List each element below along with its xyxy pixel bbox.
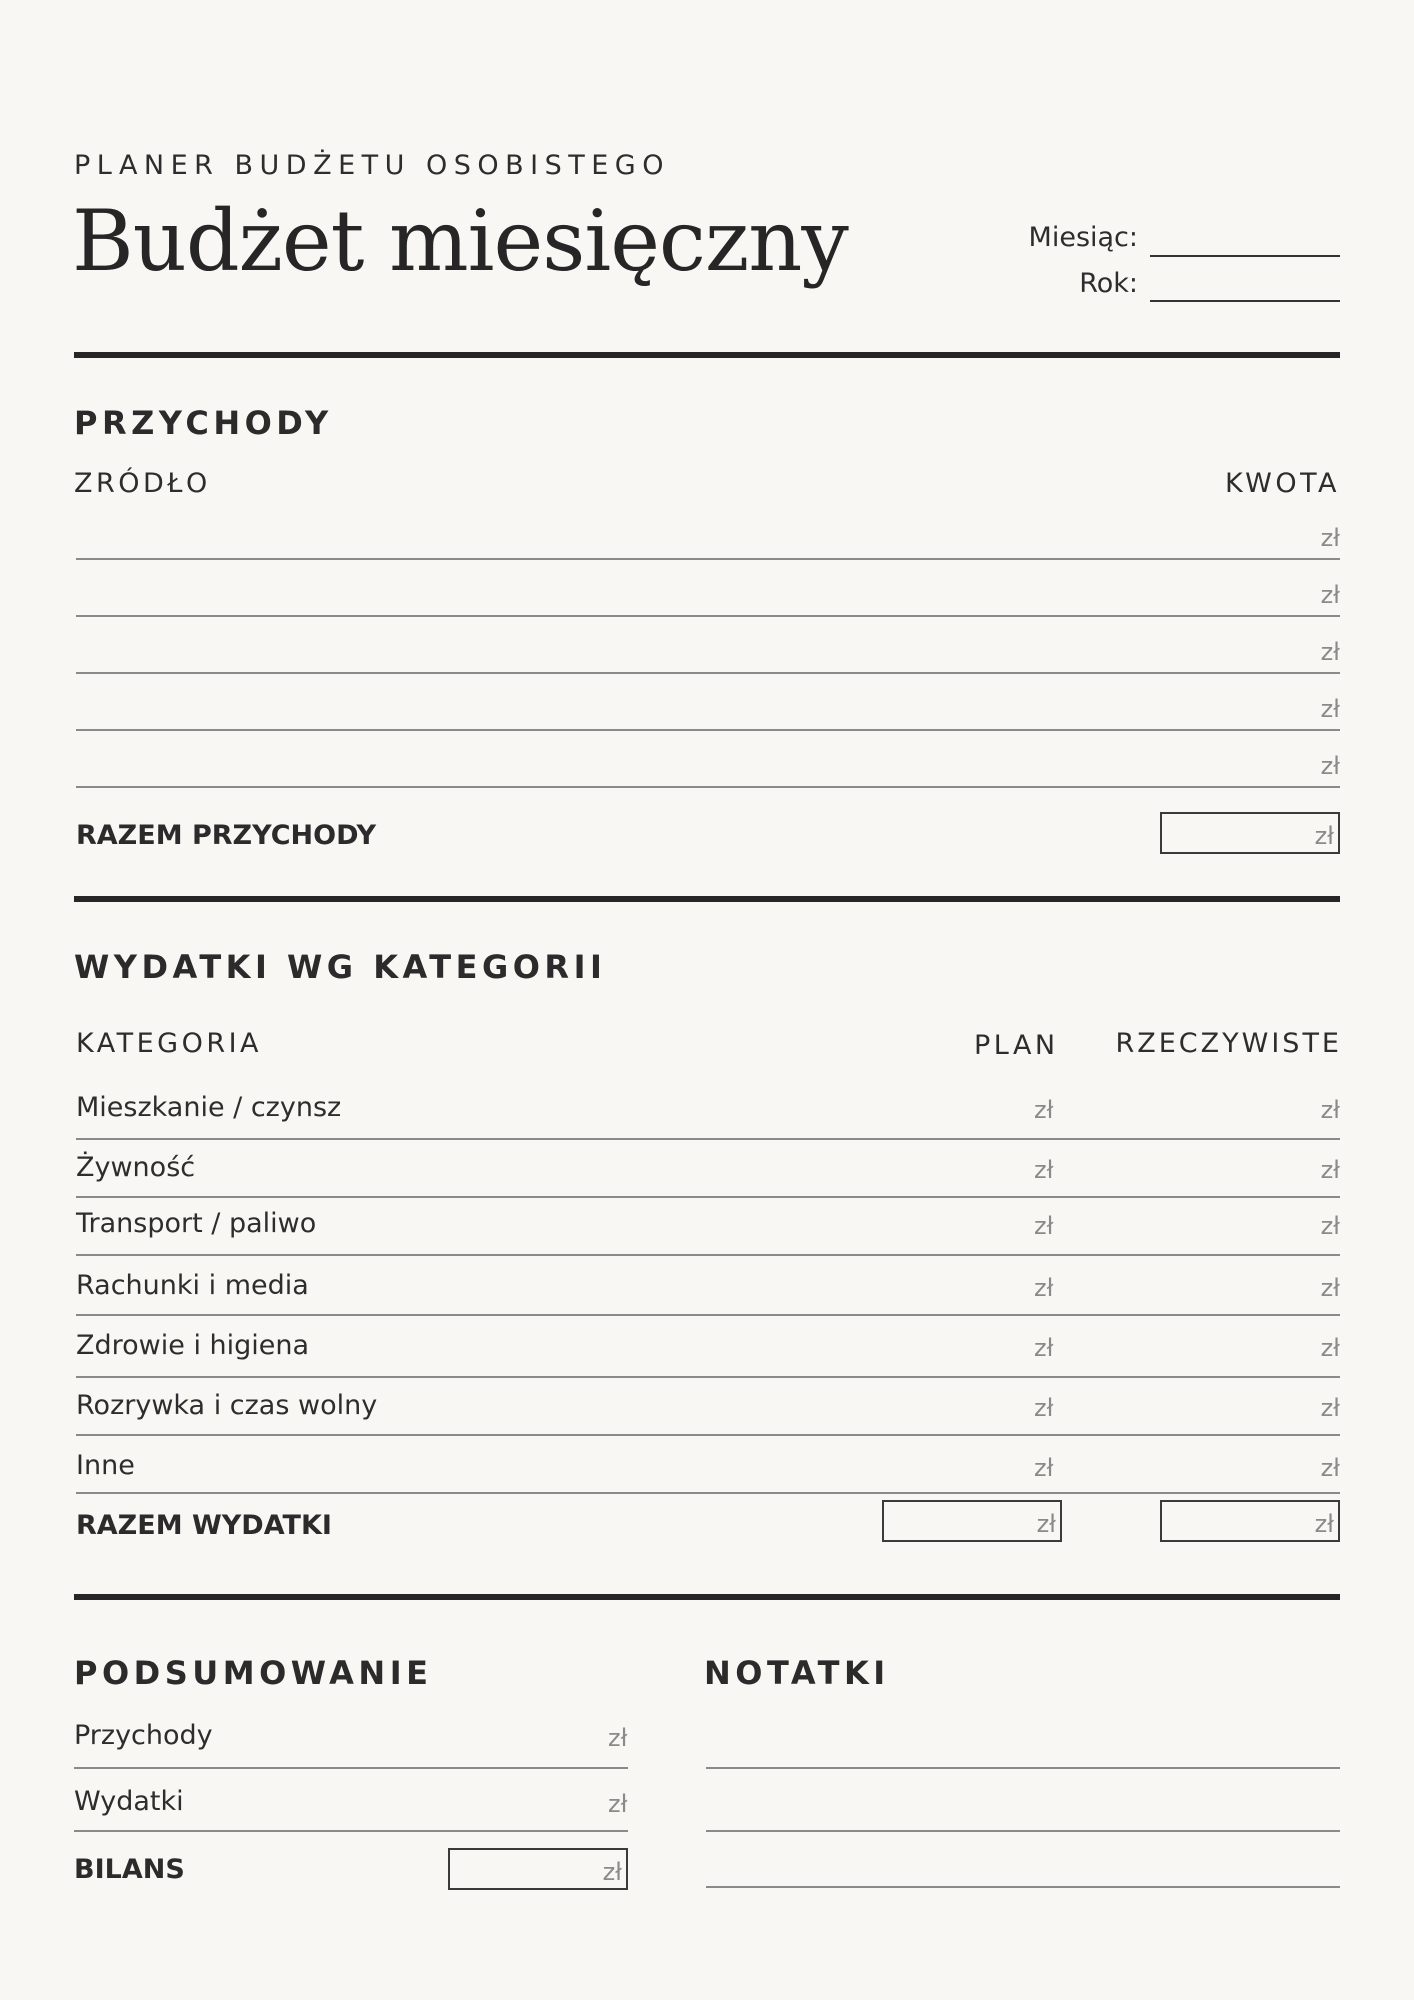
expenses-col-actual: RZECZYWISTE <box>1115 1028 1342 1059</box>
expense-category-label: Mieszkanie / czynsz <box>76 1092 342 1123</box>
page-title: Budżet miesięczny <box>72 192 848 290</box>
expense-row-line[interactable] <box>76 1254 1340 1256</box>
expense-row-line[interactable] <box>76 1434 1340 1436</box>
income-row-currency: zł <box>1320 752 1340 780</box>
income-row-currency: zł <box>1320 524 1340 552</box>
expenses-actual-total-box[interactable] <box>1160 1500 1340 1542</box>
summary-heading: PODSUMOWANIE <box>74 1654 433 1692</box>
expense-category-label: Rachunki i media <box>76 1270 309 1301</box>
expense-row-line[interactable] <box>76 1196 1340 1198</box>
income-col-amount: KWOTA <box>1224 468 1340 499</box>
notes-heading: NOTATKI <box>704 1654 890 1692</box>
expenses-divider <box>74 1594 1340 1600</box>
expense-plan-currency: zł <box>1034 1212 1054 1240</box>
income-row-currency: zł <box>1320 581 1340 609</box>
expense-category-label: Rozrywka i czas wolny <box>76 1390 378 1421</box>
expense-actual-currency: zł <box>1320 1274 1340 1302</box>
header-divider <box>74 352 1340 358</box>
expense-row-line[interactable] <box>76 1314 1340 1316</box>
year-field[interactable] <box>1150 300 1340 302</box>
expense-plan-currency: zł <box>1034 1156 1054 1184</box>
expenses-plan-total-box[interactable] <box>882 1500 1062 1542</box>
currency-label: zł <box>1314 1510 1334 1538</box>
expense-actual-currency: zł <box>1320 1454 1340 1482</box>
expense-plan-currency: zł <box>1034 1454 1054 1482</box>
income-row-line[interactable] <box>76 786 1340 788</box>
summary-income-line[interactable] <box>74 1767 628 1769</box>
income-divider <box>74 896 1340 902</box>
expense-row-line[interactable] <box>76 1138 1340 1140</box>
notes-line[interactable] <box>706 1767 1340 1769</box>
expense-category-label: Transport / paliwo <box>76 1208 317 1239</box>
expense-actual-currency: zł <box>1320 1212 1340 1240</box>
notes-line[interactable] <box>706 1830 1340 1832</box>
expense-row-line[interactable] <box>76 1492 1340 1494</box>
summary-expenses-label: Wydatki <box>74 1786 184 1817</box>
income-row-currency: zł <box>1320 638 1340 666</box>
currency-label: zł <box>1036 1510 1056 1538</box>
income-row-line[interactable] <box>76 672 1340 674</box>
expense-category-label: Zdrowie i higiena <box>76 1330 310 1361</box>
currency-label: zł <box>602 1858 622 1886</box>
balance-box[interactable] <box>448 1848 628 1890</box>
expense-plan-currency: zł <box>1034 1394 1054 1422</box>
expenses-col-plan: PLAN <box>974 1030 1059 1061</box>
income-row-line[interactable] <box>76 615 1340 617</box>
expense-category-label: Inne <box>76 1450 135 1481</box>
expense-actual-currency: zł <box>1320 1334 1340 1362</box>
expense-row-line[interactable] <box>76 1376 1340 1378</box>
income-row-line[interactable] <box>76 729 1340 731</box>
summary-income-label: Przychody <box>74 1720 213 1751</box>
expenses-total-label: RAZEM WYDATKI <box>76 1510 332 1541</box>
expense-actual-currency: zł <box>1320 1394 1340 1422</box>
income-heading: PRZYCHODY <box>74 404 333 442</box>
summary-income-currency: zł <box>608 1724 628 1752</box>
summary-expenses-currency: zł <box>608 1790 628 1818</box>
income-col-source: ZRÓDŁO <box>74 468 211 499</box>
expense-actual-currency: zł <box>1320 1156 1340 1184</box>
expense-plan-currency: zł <box>1034 1274 1054 1302</box>
expense-category-label: Żywność <box>76 1152 196 1183</box>
summary-expenses-line[interactable] <box>74 1830 628 1832</box>
expense-plan-currency: zł <box>1034 1334 1054 1362</box>
income-total-label: RAZEM PRZYCHODY <box>76 820 377 851</box>
income-row-currency: zł <box>1320 695 1340 723</box>
month-field[interactable] <box>1150 255 1340 257</box>
expense-actual-currency: zł <box>1320 1096 1340 1124</box>
planner-eyebrow: PLANER BUDŻETU OSOBISTEGO <box>74 150 670 181</box>
month-label: Miesiąc: <box>1028 222 1138 253</box>
year-label: Rok: <box>1079 268 1138 299</box>
currency-label: zł <box>1314 822 1334 850</box>
expenses-heading: WYDATKI WG KATEGORII <box>74 948 607 986</box>
balance-label: BILANS <box>74 1854 185 1885</box>
notes-line[interactable] <box>706 1886 1340 1888</box>
expense-plan-currency: zł <box>1034 1096 1054 1124</box>
expenses-col-category: KATEGORIA <box>76 1028 263 1059</box>
income-total-box[interactable] <box>1160 812 1340 854</box>
income-row-line[interactable] <box>76 558 1340 560</box>
